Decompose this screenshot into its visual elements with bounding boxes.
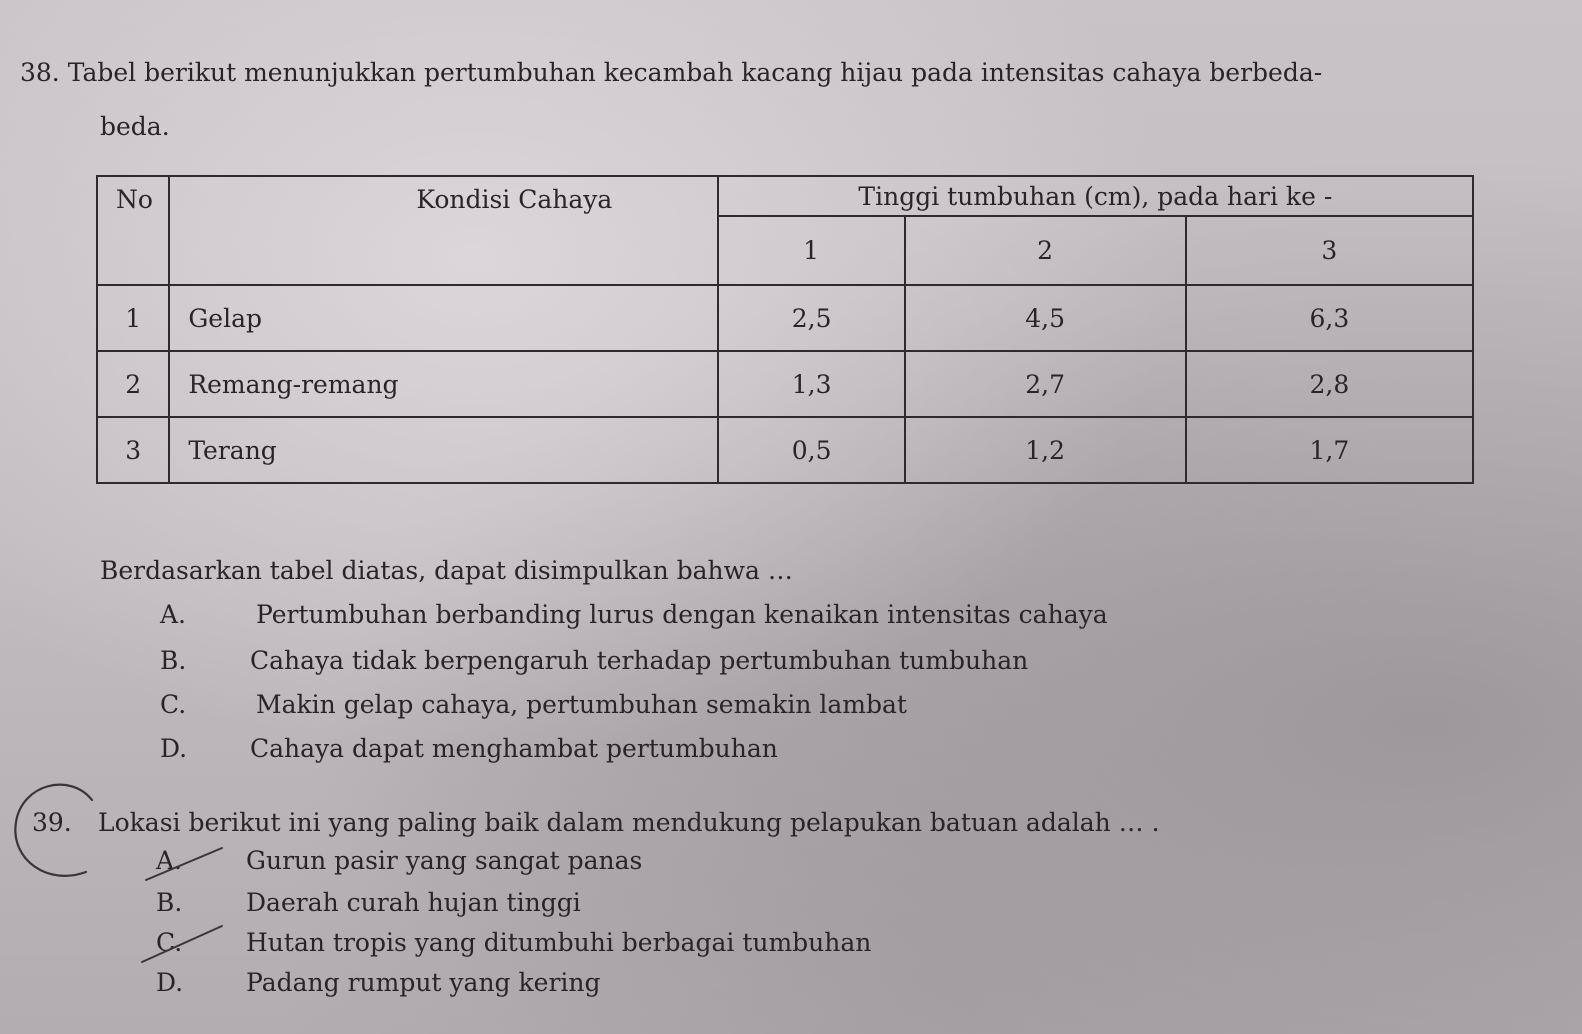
option-text: Padang rumput yang kering [246,968,601,997]
row-value-day-2: 2,7 [905,351,1186,417]
table-row [97,285,1473,351]
question-38-stem: Berdasarkan tabel diatas, dapat disimpulkan bahwa … [100,556,793,585]
q39-option-a[interactable] [156,846,642,876]
row-kondisi: Gelap [169,285,717,351]
table-row [97,417,1473,483]
option-text: Makin gelap cahaya, pertumbuhan semakin lambat [256,690,907,719]
header-day-2: 2 [905,216,1186,285]
row-value-day-3: 6,3 [1186,285,1473,351]
header-no: No [97,176,169,285]
option-text: Pertumbuhan berbanding lurus dengan kenaikan intensitas cahaya [256,600,1108,629]
row-no: 2 [97,351,169,417]
q38-option-a[interactable] [160,600,1108,630]
table-header-row [97,176,1473,216]
row-value-day-2: 1,2 [905,417,1186,483]
option-letter: A. [156,846,183,875]
header-tinggi-tumbuhan: Tinggi tumbuhan (cm), pada hari ke - [718,176,1473,216]
row-value-day-2: 4,5 [905,285,1186,351]
row-value-day-3: 2,8 [1186,351,1473,417]
q39-option-c[interactable] [156,928,871,958]
option-letter: C. [156,928,183,957]
growth-table [96,175,1474,484]
row-value-day-1: 1,3 [718,351,905,417]
question-38-title-continuation: beda. [100,112,170,141]
header-kondisi-cahaya: Kondisi Cahaya [169,176,717,285]
row-value-day-1: 2,5 [718,285,905,351]
option-text: Gurun pasir yang sangat panas [246,846,643,875]
q38-option-d[interactable] [160,734,778,764]
question-39-number: 39. [32,808,72,837]
q39-option-b[interactable] [156,888,581,918]
option-text: Daerah curah hujan tinggi [246,888,581,917]
option-letter: D. [156,968,184,997]
question-38-title: 38. Tabel berikut menunjukkan pertumbuhan kecambah kacang hijau pada intensitas cahaya berbeda- [20,58,1323,87]
option-letter: B. [160,646,187,675]
question-39-text: Lokasi berikut ini yang paling baik dalam mendukung pelapukan batuan adalah … . [98,808,1160,837]
row-value-day-1: 0,5 [718,417,905,483]
option-text: Cahaya dapat menghambat pertumbuhan [250,734,778,763]
header-day-3: 3 [1186,216,1473,285]
row-no: 1 [97,285,169,351]
option-letter: D. [160,734,188,763]
header-day-1: 1 [718,216,905,285]
option-letter: A. [160,600,187,629]
row-kondisi: Terang [169,417,717,483]
q38-option-c[interactable] [160,690,907,720]
option-letter: C. [160,690,187,719]
q38-option-b[interactable] [160,646,1028,676]
option-text: Cahaya tidak berpengaruh terhadap pertumbuhan tumbuhan [250,646,1029,675]
row-no: 3 [97,417,169,483]
row-kondisi: Remang-remang [169,351,717,417]
option-text: Hutan tropis yang ditumbuhi berbagai tumbuhan [246,928,872,957]
table-row [97,351,1473,417]
option-letter: B. [156,888,183,917]
q39-option-d[interactable] [156,968,601,998]
row-value-day-3: 1,7 [1186,417,1473,483]
